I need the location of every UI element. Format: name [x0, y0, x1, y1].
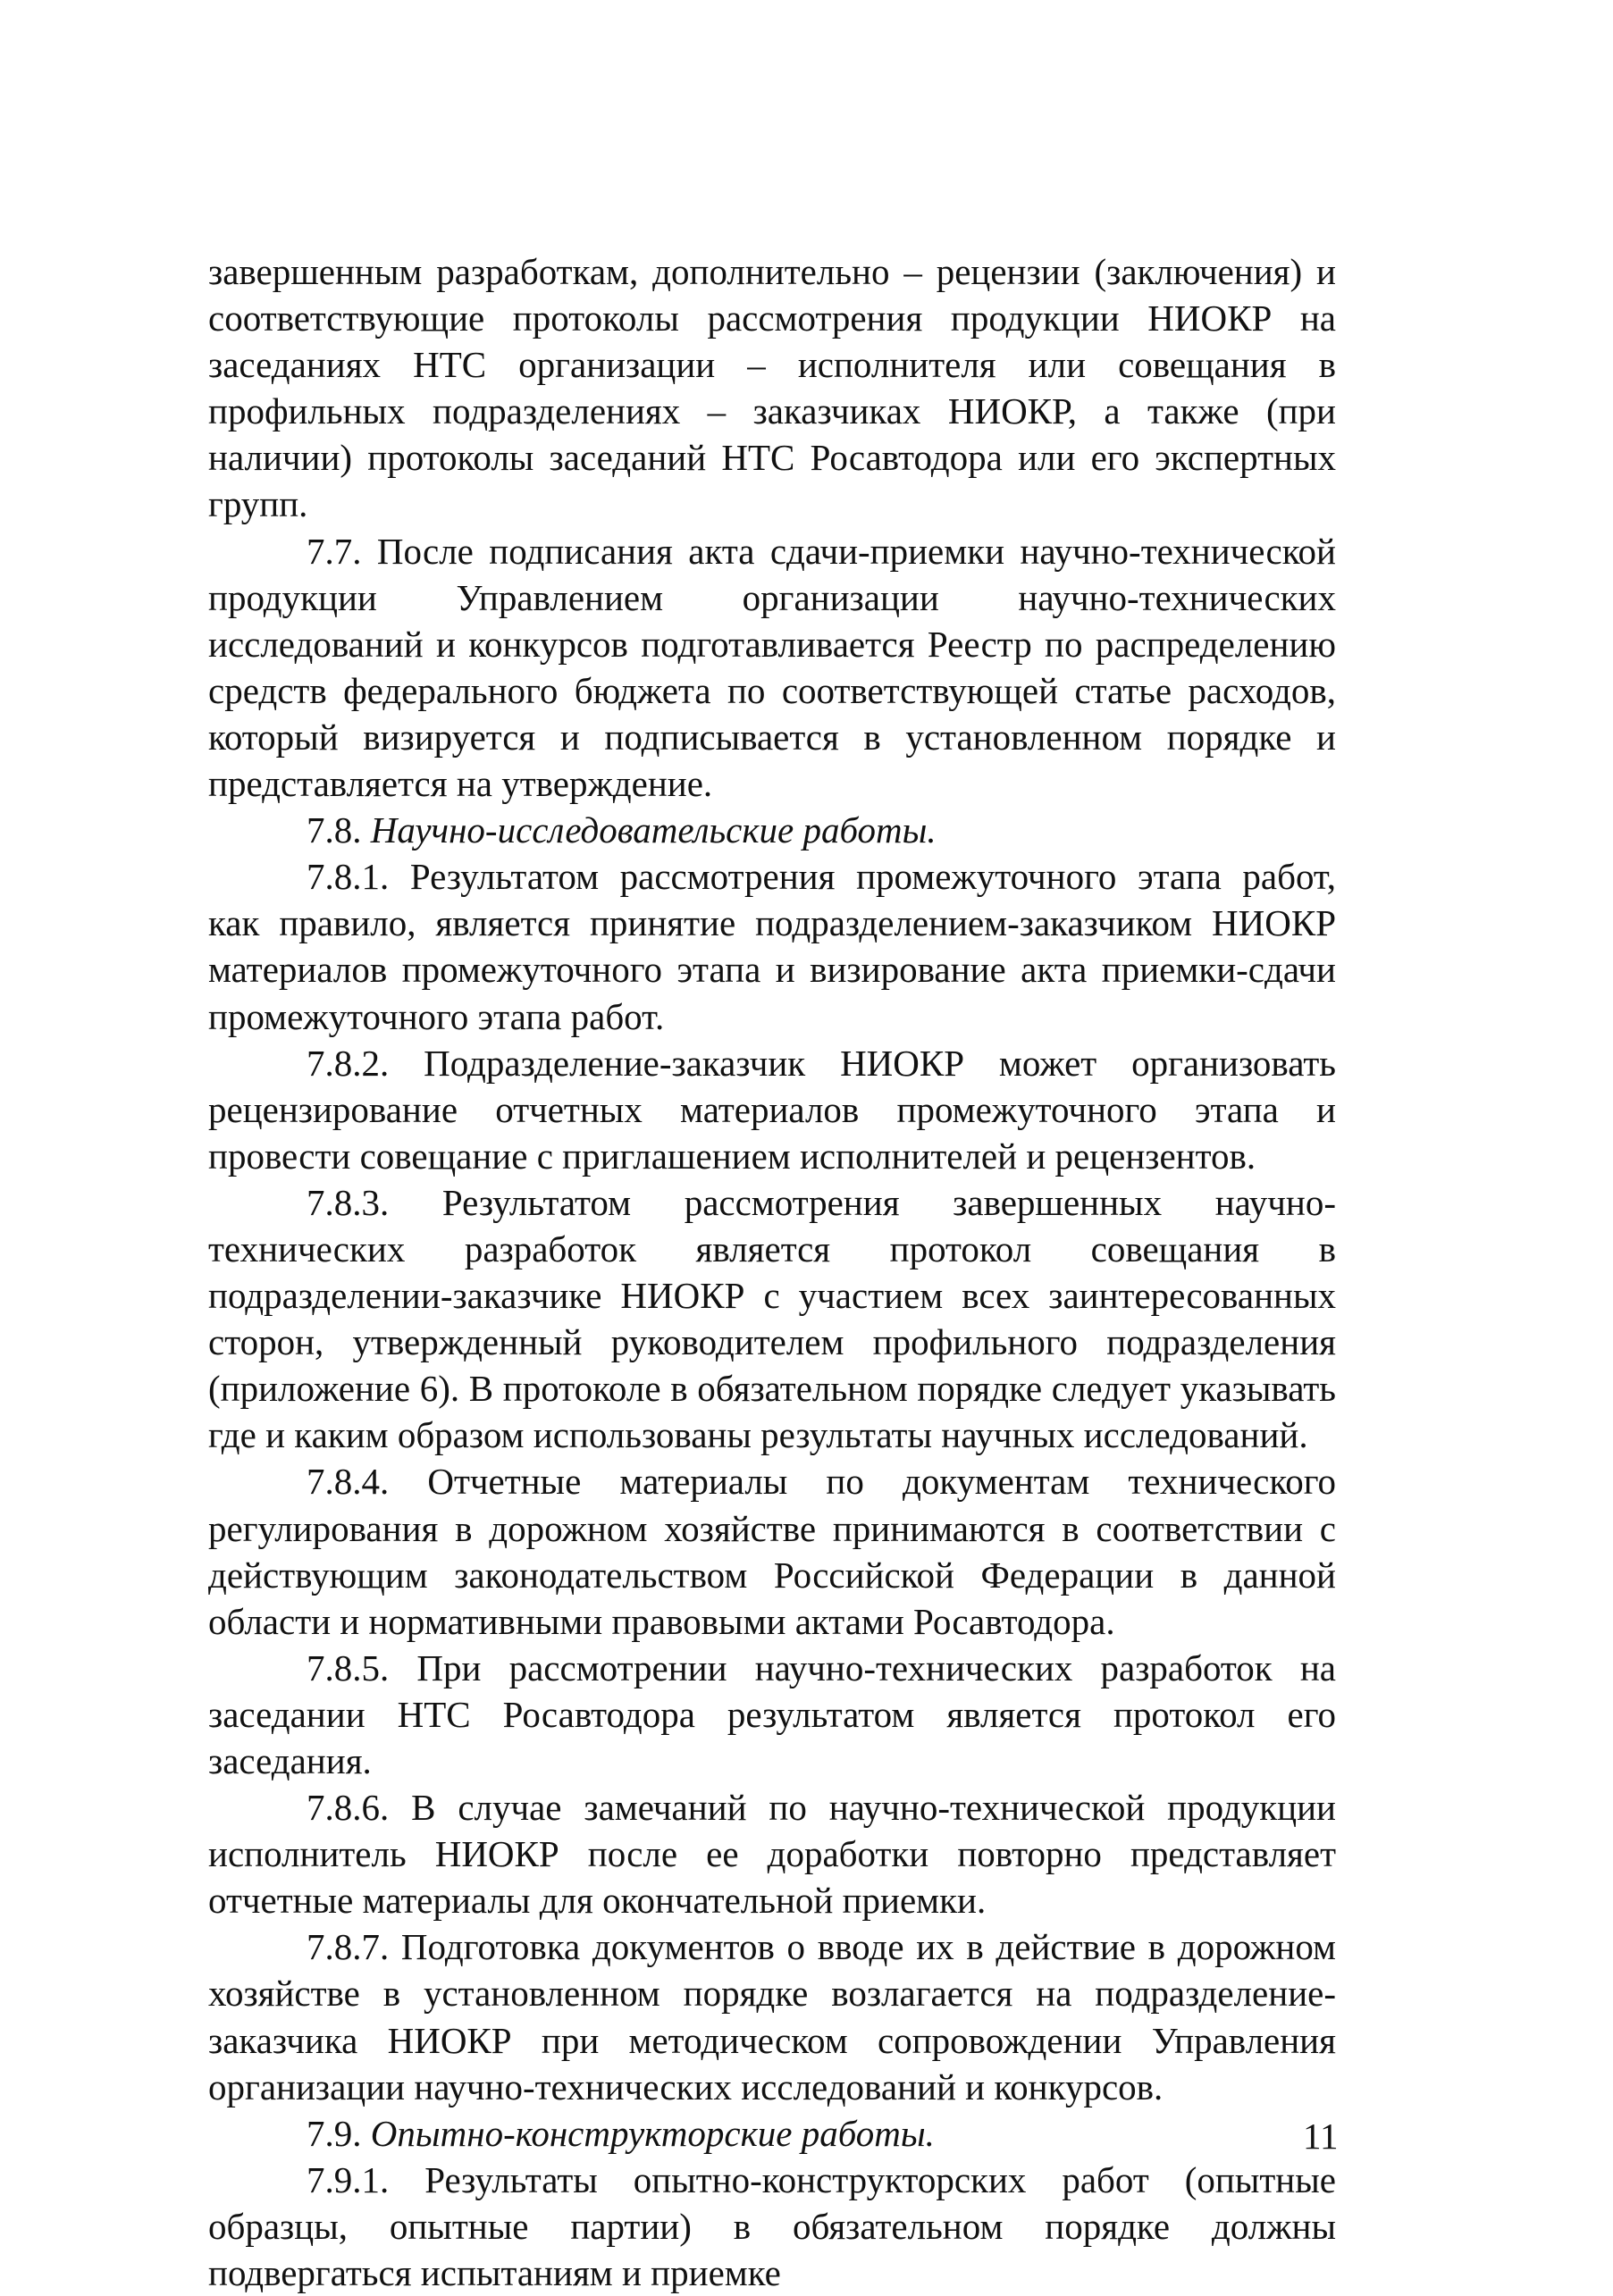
paragraph-continuation: завершенным разработкам, дополнительно – рецензии (заключения) и соответствующие протоколы рассмотрения продукции НИОКР на заседаниях НТС организации – исполнителя или совещания в профильных подразделениях – заказчиках НИОКР, а также (при наличии) протоколы заседаний НТС Росавтодора или его экспертных групп.: [208, 251, 1336, 525]
paragraph-7-7: 7.7. После подписания акта сдачи-приемки научно-технической продукции Управлением организации научно-технических исследований и конкурсов подготавливается Реестр по распределению средств федерального бюджета по соответствующей статье расходов, который визируется и подписывается в установленном порядке и представляется на утверждение.: [208, 530, 1336, 805]
page-number: 11: [1303, 2116, 1339, 2157]
document-body: [208, 248, 1339, 2296]
paragraph-7-8-5: 7.8.5. При рассмотрении научно-технических разработок на заседании НТС Росавтодора результатом является протокол его заседания.: [208, 1647, 1336, 1781]
heading-7-9: [208, 2110, 1339, 2157]
heading-7-8-title: Научно-исследовательские работы.: [370, 809, 937, 851]
paragraph-7-8-6: 7.8.6. В случае замечаний по научно-технической продукции исполнитель НИОКР после ее доработки повторно представляет отчетные материалы для окончательной приемки.: [208, 1787, 1336, 1922]
paragraph-7-8-3: 7.8.3. Результатом рассмотрения завершенных научно- технических разработок является протокол совещания в подразделении-заказчике НИОКР с участием всех заинтересованных сторон, утвержденный руководителем профильного подразделения (приложение 6). В протоколе в обязательном порядке следует указывать где и каким образом использованы результаты научных исследований.: [208, 1181, 1336, 1456]
heading-7-8-number: 7.8.: [307, 809, 362, 851]
heading-7-9-title: Опытно-конструкторские работы.: [370, 2112, 935, 2154]
paragraph-7-9-1: 7.9.1. Результаты опытно-конструкторских работ (опытные образцы, опытные партии) в обязательном порядке должны подвергаться испытаниям и приемке: [208, 2158, 1336, 2294]
paragraph-7-8-1: 7.8.1. Результатом рассмотрения промежуточного этапа работ, как правило, является принятие подразделением-заказчиком НИОКР материалов промежуточного этапа и визирование акта приемки-сдачи промежуточного этапа работ.: [208, 856, 1336, 1037]
paragraph-7-8-7: 7.8.7. Подготовка документов о вводе их в действие в дорожном хозяйстве в установленном порядке возлагается на подразделение-заказчика НИОКР при методическом сопровождении Управления организации научно-технических исследований и конкурсов.: [208, 1926, 1336, 2107]
paragraph-7-8-2: 7.8.2. Подразделение-заказчик НИОКР может организовать рецензирование отчетных материалов промежуточного этапа и провести совещание с приглашением исполнителей и рецензентов.: [208, 1042, 1336, 1177]
heading-7-8: [208, 807, 1336, 853]
heading-7-9-number: 7.9.: [307, 2112, 362, 2154]
paragraph-7-8-4: 7.8.4. Отчетные материалы по документам технического регулирования в дорожном хозяйстве принимаются в соответствии с действующим законодательством Российской Федерации в данной области и нормативными правовыми актами Росавтодора.: [208, 1461, 1336, 1642]
